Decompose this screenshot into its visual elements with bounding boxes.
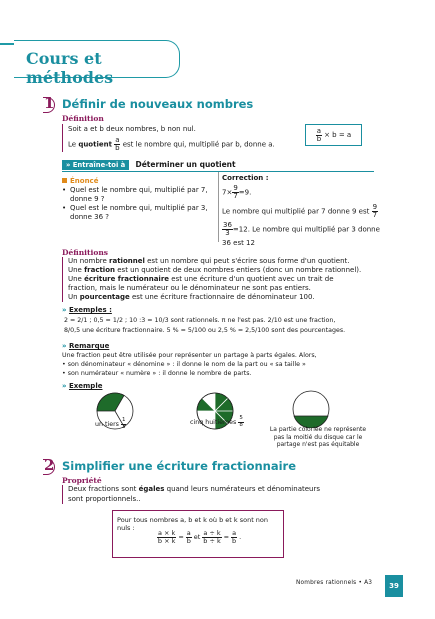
correction-line-1: 7× $\frac{9}{7}$ =9. <box>222 184 252 200</box>
definition-ecriture: Une écriture fractionnaire est une écriture d'un quotient avec un trait de <box>68 275 334 283</box>
examples-line-1: 2 = 2/1 ; 0,5 = 1/2 ; 10 :3 = 10/3 sont rationnels. π ne l'est pas. 2/10 est une fraction, <box>64 317 336 324</box>
simplification-rule-box <box>112 510 284 558</box>
correction-line-4: 36 est 12 <box>222 239 255 247</box>
section-1-title: Définir de nouveaux nombres <box>62 97 254 111</box>
exercise-tag: » Entraîne-toi à <box>62 160 129 170</box>
property-line-2: sont proportionnels.. <box>68 494 141 503</box>
rule-formula: $\frac{a \times k}{b \times k}$ = $\frac{a}{b}$ et $\frac{a \div k}{b \div k}$ = $\frac{a}{b}$ . <box>157 529 242 545</box>
examples-label: » Exemples : <box>62 306 112 314</box>
enonce-label: Énoncé <box>62 177 98 185</box>
correction-line-2: Le nombre qui multiplié par 7 donne 9 est $\frac{9}{7}$ <box>222 203 378 219</box>
chevron-icon: » <box>62 306 69 314</box>
square-bullet-icon <box>62 178 67 183</box>
quotient-fraction: $\frac{a}{b}$ <box>115 136 120 152</box>
page-title: Cours et méthodes <box>26 49 114 87</box>
correction-line-3: $\frac{36}{3}$ =12. Le nombre qui multiplié par 3 donne <box>223 221 380 237</box>
unequal-partition-disc-figure <box>292 390 330 428</box>
remarque-line: • son numérateur « numère » : il donne le nombre de parts. <box>62 370 252 377</box>
correction-label: Correction : <box>222 174 269 182</box>
definition-fraction: Une fraction est un quotient de deux nombres entiers (donc un nombre rationnel). <box>68 266 362 274</box>
enonce-item: • Quel est le nombre qui, multiplié par 3, donne 36 ? <box>62 204 208 221</box>
definition-label: Définition <box>62 114 104 123</box>
definition-pourcentage: Un pourcentage est une écriture fractionnaire de dénominateur 100. <box>68 293 315 301</box>
chapter-title-box <box>14 40 180 87</box>
correction-block <box>222 174 382 247</box>
section-2-number: 2 <box>44 456 55 474</box>
definitions-label: Définitions <box>62 248 109 257</box>
exercise-header <box>62 160 374 172</box>
definition-line-2: Le quotient $\frac{a}{b}$ est le nombre qui, multiplié par b, donne a. <box>68 136 275 152</box>
definition-block <box>62 124 292 152</box>
definitions-block <box>62 257 382 302</box>
chevron-icon: » <box>66 161 73 169</box>
property-block <box>62 485 382 504</box>
remarque-block <box>62 351 382 378</box>
definition-ecriture-cont: fraction, mais le numérateur ou le dénominateur ne sont pas entiers. <box>68 284 311 292</box>
section-2-title: Simplifier une écriture fractionnaire <box>62 459 297 473</box>
property-line-1: Deux fractions sont égales quand leurs numérateurs et dénominateurs <box>68 485 320 493</box>
one-third-caption: un tiers $\frac{1}{3}$ <box>95 417 126 430</box>
property-label: Propriété <box>62 476 102 485</box>
header-line <box>0 43 14 45</box>
unequal-partition-caption: La partie coloriée ne représente pas la moitié du disque car le partage n'est pas équitable <box>269 426 367 448</box>
chevron-icon: » <box>62 382 69 390</box>
remarque-line: • son dénominateur « dénomine » : il donne le nom de la part ou « sa taille » <box>62 361 306 368</box>
definition-rationnel: Un nombre rationnel est un nombre qui peut s'écrire sous forme d'un quotient. <box>68 257 350 265</box>
quotient-formula-box: $\frac{a}{b}$ × b = a <box>305 124 362 146</box>
correction-divider <box>218 172 219 242</box>
exercise-title: Déterminer un quotient <box>135 160 236 169</box>
footer-chapter: Nombres rationnels • A3 <box>296 580 373 586</box>
enonce-list <box>62 186 212 222</box>
section-1-number: 1 <box>44 94 55 112</box>
enonce-item: • Quel est le nombre qui, multiplié par 7, donne 9 ? <box>62 186 208 203</box>
examples-line-2: 8/0,5 une écriture fractionnaire. 5 % = 5/100 ou 2,5 % = 2,5/100 sont des pourcentages. <box>64 327 346 334</box>
page-number: 39 <box>385 575 403 597</box>
five-eighths-caption: cinq huitièmes $\frac{5}{8}$ <box>190 415 243 428</box>
definition-line-1: Soit a et b deux nombres, b non nul. <box>68 125 196 133</box>
exemple-label: » Exemple <box>62 382 103 390</box>
rule-line-1: Pour tous nombres a, b et k où b et k sont non nuls : <box>117 516 269 532</box>
remarque-line: Une fraction peut être utilisée pour représenter un partage à parts égales. Alors, <box>62 352 317 359</box>
examples-block <box>64 316 384 336</box>
remarque-label: » Remarque <box>62 342 110 350</box>
chevron-icon: » <box>62 342 69 350</box>
